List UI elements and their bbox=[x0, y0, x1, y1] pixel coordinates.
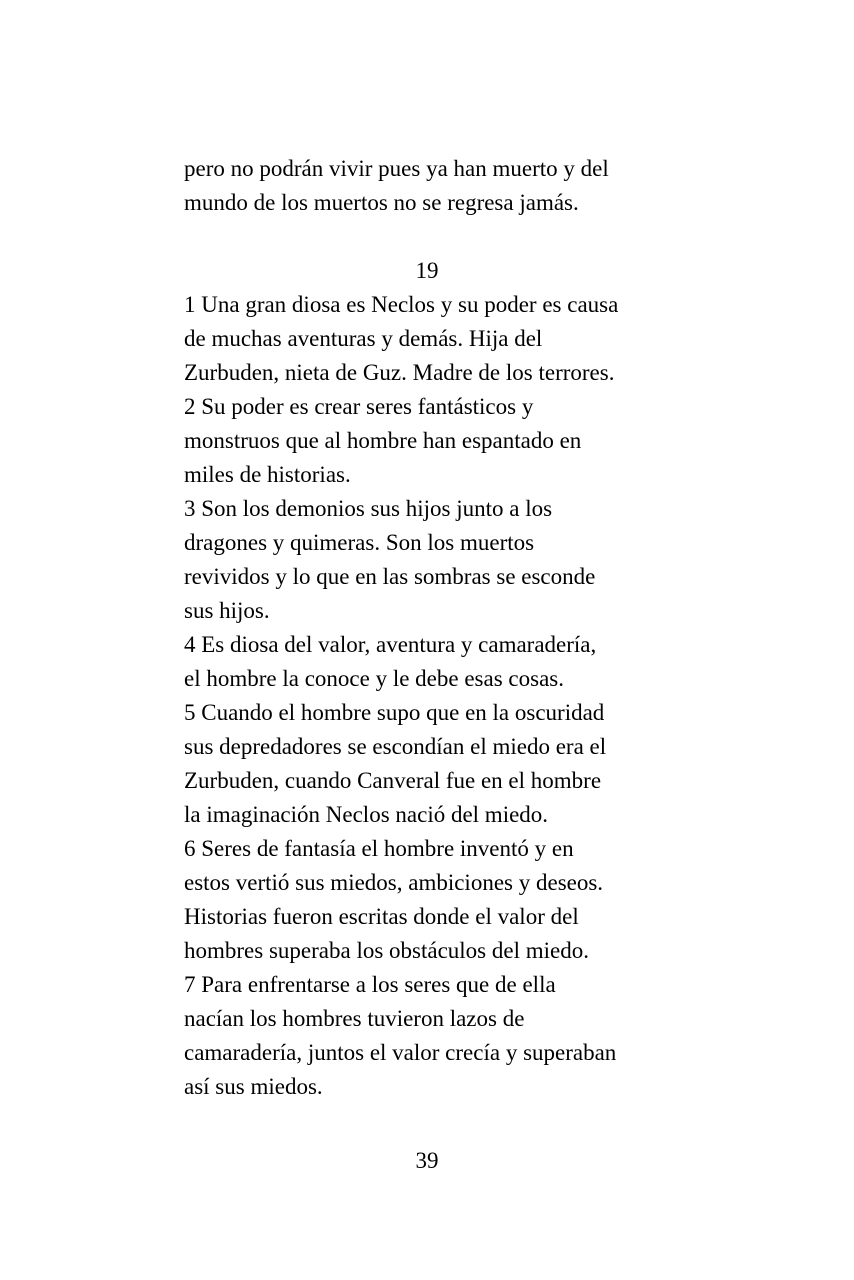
verse-line: camaradería, juntos el valor crecía y superaban bbox=[184, 1040, 617, 1065]
verse-line: 4 Es diosa del valor, aventura y camaradería, bbox=[184, 632, 597, 657]
verse-line: miles de historias. bbox=[184, 462, 351, 487]
verse-line: Zurbuden, cuando Canveral fue en el hombre bbox=[184, 768, 602, 793]
verse-line: 3 Son los demonios sus hijos junto a los bbox=[184, 496, 553, 521]
verse-line: así sus miedos. bbox=[184, 1074, 323, 1099]
intro-paragraph bbox=[184, 152, 684, 220]
verse-line: sus depredadores se escondían el miedo era el bbox=[184, 734, 607, 759]
verse-line: Historias fueron escritas donde el valor del bbox=[184, 904, 579, 929]
verse-line: 6 Seres de fantasía el hombre inventó y en bbox=[184, 836, 574, 861]
verse-line: de muchas aventuras y demás. Hija del bbox=[184, 326, 543, 351]
verse-line: revividos y lo que en las sombras se esconde bbox=[184, 564, 596, 589]
chapter-number: 19 bbox=[415, 258, 439, 283]
verse-line: estos vertió sus miedos, ambiciones y deseos. bbox=[184, 870, 604, 895]
verse-line: el hombre la conoce y le debe esas cosas. bbox=[184, 666, 564, 691]
verse-line: la imaginación Neclos nació del miedo. bbox=[184, 802, 549, 827]
verse-line: dragones y quimeras. Son los muertos bbox=[184, 530, 535, 555]
verses-block bbox=[184, 288, 684, 1104]
text-line: mundo de los muertos no se regresa jamás. bbox=[184, 190, 579, 215]
verse-line: 2 Su poder es crear seres fantásticos y bbox=[184, 394, 534, 419]
verse-line: 5 Cuando el hombre supo que en la oscuridad bbox=[184, 700, 605, 725]
verse-line: Zurbuden, nieta de Guz. Madre de los terrores. bbox=[184, 360, 615, 385]
text-line: pero no podrán vivir pues ya han muerto y del bbox=[184, 156, 609, 181]
verse-line: hombres superaba los obstáculos del miedo. bbox=[184, 938, 589, 963]
verse-line: 7 Para enfrentarse a los seres que de ella bbox=[184, 972, 556, 997]
page-number: 39 bbox=[415, 1148, 439, 1173]
verse-line: monstruos que al hombre han espantado en bbox=[184, 428, 582, 453]
verse-line: 1 Una gran diosa es Neclos y su poder es causa bbox=[184, 292, 619, 317]
verse-line: nacían los hombres tuvieron lazos de bbox=[184, 1006, 525, 1031]
verse-line: sus hijos. bbox=[184, 598, 270, 623]
